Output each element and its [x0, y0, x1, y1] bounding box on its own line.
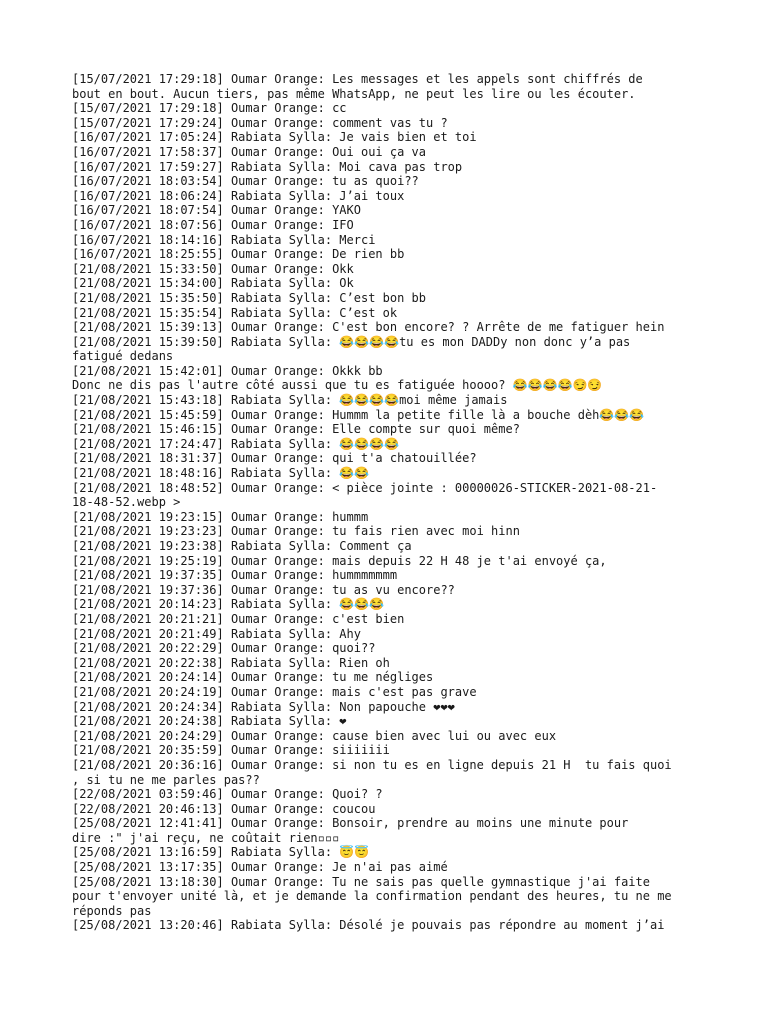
- transcript-line: [21/08/2021 15:35:50] Rabiata Sylla: C’est bon bb: [72, 290, 427, 305]
- transcript-line: [21/08/2021 20:24:29] Oumar Orange: cause bien avec lui ou avec eux: [72, 728, 557, 743]
- transcript-line: [21/08/2021 15:39:13] Oumar Orange: C'est bon encore? ? Arrête de me fatiguer hein: [72, 320, 665, 335]
- transcript-line: [16/07/2021 18:06:24] Rabiata Sylla: J’ai toux: [72, 188, 405, 203]
- transcript-line: [25/08/2021 12:41:41] Oumar Orange: Bonsoir, prendre au moins une minute pour: [72, 816, 629, 831]
- transcript-line: [21/08/2021 20:14:23] Rabiata Sylla: 😂😂😂: [72, 597, 385, 612]
- transcript-line: [21/08/2021 15:35:54] Rabiata Sylla: C’est ok: [72, 305, 398, 320]
- transcript-line: [21/08/2021 15:42:01] Oumar Orange: Okkk bb: [72, 363, 383, 378]
- chat-transcript-page: [72, 72, 712, 933]
- transcript-line: [21/08/2021 17:24:47] Rabiata Sylla: 😂😂😂😂: [72, 436, 400, 451]
- transcript-line: [21/08/2021 20:24:14] Oumar Orange: tu me négliges: [72, 670, 434, 685]
- transcript-line: [25/08/2021 13:20:46] Rabiata Sylla: Désolé je pouvais pas répondre au moment j’ai: [72, 918, 665, 933]
- transcript-line: bout en bout. Aucun tiers, pas même WhatsApp, ne peut les lire ou les écouter.: [72, 86, 636, 101]
- transcript-line: [21/08/2021 18:48:16] Rabiata Sylla: 😂😂: [72, 466, 370, 481]
- transcript-line: [21/08/2021 19:37:35] Oumar Orange: hummmmmmm: [72, 568, 398, 583]
- transcript-line: [21/08/2021 15:39:50] Rabiata Sylla: 😂😂😂😂tu es mon DADDy non donc y’a pas: [72, 334, 631, 349]
- transcript-line: [16/07/2021 17:58:37] Oumar Orange: Oui oui ça va: [72, 144, 427, 159]
- transcript-line: [16/07/2021 17:59:27] Rabiata Sylla: Moi cava pas trop: [72, 159, 463, 174]
- transcript-line: [25/08/2021 13:16:59] Rabiata Sylla: 😇😇: [72, 845, 370, 860]
- transcript-line: [15/07/2021 17:29:24] Oumar Orange: comment vas tu ?: [72, 115, 448, 130]
- transcript-line: [21/08/2021 19:37:36] Oumar Orange: tu as vu encore??: [72, 582, 455, 597]
- transcript-line: [25/08/2021 13:17:35] Oumar Orange: Je n'ai pas aimé: [72, 860, 448, 875]
- transcript-line: [16/07/2021 18:25:55] Oumar Orange: De rien bb: [72, 247, 405, 262]
- transcript-line: [21/08/2021 19:23:38] Rabiata Sylla: Comment ça: [72, 539, 412, 553]
- transcript-line: [21/08/2021 20:24:38] Rabiata Sylla: ❤: [72, 714, 347, 729]
- transcript-line: [25/08/2021 13:18:30] Oumar Orange: Tu ne sais pas quelle gymnastique j'ai faite: [72, 874, 650, 889]
- transcript-line: [21/08/2021 18:31:37] Oumar Orange: qui t'a chatouillée?: [72, 451, 477, 466]
- transcript-line: [21/08/2021 15:34:00] Rabiata Sylla: Ok: [72, 276, 354, 291]
- transcript-line: [21/08/2021 18:48:52] Oumar Orange: < pièce jointe : 00000026-STICKER-2021-08-21-: [72, 480, 658, 495]
- transcript-line: [21/08/2021 20:36:16] Oumar Orange: si non tu es en ligne depuis 21 H tu fais quoi: [72, 757, 672, 772]
- transcript-line: [15/07/2021 17:29:18] Oumar Orange: Les messages et les appels sont chiffrés de: [72, 72, 643, 86]
- transcript-line: [21/08/2021 19:23:23] Oumar Orange: tu fais rien avec moi hinn: [72, 524, 520, 539]
- transcript-line: Donc ne dis pas l'autre côté aussi que tu es fatiguée hoooo? 😂😂😂😂😏😏: [72, 378, 603, 393]
- transcript-line: [21/08/2021 19:23:15] Oumar Orange: hummm: [72, 509, 369, 524]
- transcript-line: [21/08/2021 15:45:59] Oumar Orange: Hummm la petite fille là a bouche dèh😂😂😂: [72, 407, 645, 422]
- transcript-line: pour t'envoyer unité là, et je demande la confirmation pendant des heures, tu ne me: [72, 889, 672, 904]
- transcript-line: réponds pas: [72, 903, 152, 918]
- transcript-line: [16/07/2021 18:03:54] Oumar Orange: tu as quoi??: [72, 174, 419, 189]
- transcript-line: [21/08/2021 15:33:50] Oumar Orange: Okk: [72, 261, 354, 276]
- transcript-line: [21/08/2021 20:21:21] Oumar Orange: c'est bien: [72, 611, 405, 626]
- transcript-line: [16/07/2021 18:07:56] Oumar Orange: IFO: [72, 217, 354, 232]
- transcript-line: [21/08/2021 15:46:15] Oumar Orange: Elle compte sur quoi même?: [72, 422, 520, 437]
- transcript-line: [15/07/2021 17:29:18] Oumar Orange: cc: [72, 101, 347, 116]
- transcript-line: [16/07/2021 17:05:24] Rabiata Sylla: Je vais bien et toi: [72, 130, 477, 145]
- transcript-line: [21/08/2021 20:24:19] Oumar Orange: mais c'est pas grave: [72, 684, 477, 699]
- transcript-line: [21/08/2021 20:21:49] Rabiata Sylla: Ahy: [72, 626, 361, 641]
- transcript-line: dire :" j'ai reçu, ne coûtait rien▫▫▫: [72, 830, 340, 845]
- transcript-line: [21/08/2021 20:22:38] Rabiata Sylla: Rien oh: [72, 655, 390, 670]
- transcript-line: fatigué dedans: [72, 349, 174, 364]
- transcript-line: [21/08/2021 15:43:18] Rabiata Sylla: 😂😂😂😂moi même jamais: [72, 393, 508, 408]
- transcript-line: [22/08/2021 20:46:13] Oumar Orange: coucou: [72, 801, 376, 816]
- transcript-line: , si tu ne me parles pas??: [72, 772, 260, 787]
- transcript-line: [21/08/2021 19:25:19] Oumar Orange: mais depuis 22 H 48 je t'ai envoyé ça,: [72, 553, 607, 568]
- transcript-line: [22/08/2021 03:59:46] Oumar Orange: Quoi? ?: [72, 787, 383, 802]
- transcript-line: [16/07/2021 18:07:54] Oumar Orange: YAKO: [72, 203, 361, 218]
- transcript-line: [21/08/2021 20:22:29] Oumar Orange: quoi??: [72, 641, 376, 656]
- transcript-line: 18-48-52.webp >: [72, 495, 181, 510]
- transcript-line: [21/08/2021 20:35:59] Oumar Orange: siiiiiii: [72, 743, 390, 758]
- transcript-line: [21/08/2021 20:24:34] Rabiata Sylla: Non papouche ❤❤❤: [72, 699, 455, 714]
- transcript-line: [16/07/2021 18:14:16] Rabiata Sylla: Merci: [72, 232, 376, 247]
